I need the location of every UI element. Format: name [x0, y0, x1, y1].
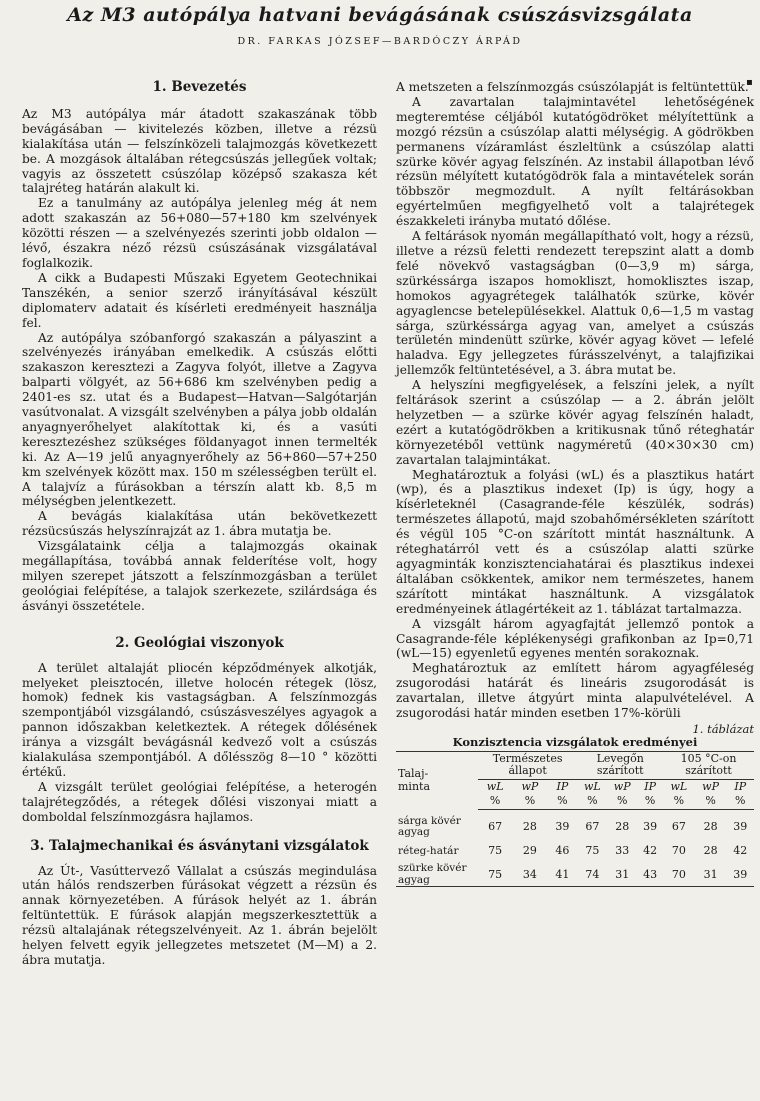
table-unit: %: [547, 794, 577, 809]
table-cell: 70: [671, 867, 686, 881]
paragraph: Vizsgálataink célja a talajmozgás okainak megállapítása, továbbá annak felderítése volt, hogy milyen szerepet játszott a felszínmozgásban a terület geológiai felépítése, a talajok szerkezete, szilárdsága és ásványi összetétele.: [22, 539, 377, 613]
table-row: [396, 863, 754, 887]
paragraph: A helyszíni megfigyelések, a felszíni jelek, a nyílt feltárások szerint a csúszólap — a 2. ábrán jelölt helyzetben — a szürke kövér agyag felszínén haladt, ezért a kutatógödrökben a kritikusnak tűnő réteghatár környezetéből vettünk nagyméretű (40×30×30 cm) zavartalan talajmintákat.: [396, 378, 754, 467]
table-unit: %: [695, 794, 727, 809]
table-cell: 67: [671, 820, 686, 834]
table-cell: 42: [643, 843, 658, 857]
table-cell: 39: [733, 820, 748, 834]
table-unit: %: [663, 794, 695, 809]
table-col-header: wP: [702, 779, 719, 793]
paragraph: A vizsgált három agyagfajtát jellemző pontok a Casagrande-féle képlékenységi grafikonban az Ip=0,71 (wL—15) egyenletű egyenes mentén sorakoznak.: [396, 616, 754, 661]
section-heading-intro: 1. Bevezetés: [152, 79, 247, 95]
section-heading-soil-mechanics: 3. Talajmechanikai és ásványtani vizsgálatok: [30, 837, 369, 854]
paragraph: Az M3 autópálya már átadott szakaszának több bevágásában — kivitelezés közben, illetve a rézsü kialakítása után — felszínközeli talajmozgás következett be. A mozgások általában rétegcsúszás jellegűek voltak; vagyis az összetett csúszólap középső szakasza két talajréteg határán alakult ki.: [22, 106, 377, 196]
table-row-header: Talaj- minta: [398, 767, 431, 793]
table-group-header: Természetes állapot: [478, 751, 578, 779]
table-title: Konzisztencia vizsgálatok eredményei: [452, 734, 698, 749]
table-cell: 33: [615, 843, 630, 857]
table-col-header: wP: [613, 779, 631, 793]
table-group-header: Levegőn szárított: [577, 751, 663, 779]
margin-mark: ▪: [746, 77, 753, 88]
table-group-header: 105 °C-on szárított: [663, 751, 754, 779]
article-title: Az M3 autópálya hatvani bevágásának csúszásvizsgálata: [67, 4, 693, 26]
table-cell: 42: [733, 843, 748, 857]
table-cell: 39: [643, 820, 658, 834]
table-unit: %: [513, 794, 548, 809]
table-cell: 75: [488, 867, 503, 881]
table-cell: 28: [703, 843, 718, 857]
table-cell: 29: [522, 843, 537, 857]
section-heading-geology: 2. Geológiai viszonyok: [115, 634, 284, 651]
table-col-header: wP: [521, 779, 539, 793]
table-col-header: wL: [670, 779, 688, 793]
table-cell: 39: [555, 820, 570, 834]
table-cell: 28: [522, 820, 537, 834]
table-col-header: wL: [486, 779, 504, 793]
table-cell: 39: [733, 867, 748, 881]
paragraph: A terület altalaját pliocén képződmények alkotják, melyeket pleisztocén, illetve holocén rétegek (lösz, homok) fednek kis vastagságban. A felszínmozgás szempontjából vizsgálandó, csúszásveszélyes agyagok a pannon időszakban keletkeztek. A rétegek dőlésének iránya a vizsgált bevágásnál kedvező volt a csúszás kialakulása szempontjából. A dőlésszög 8—10 ° közötti értékű.: [22, 660, 377, 779]
table-col-header: IP: [556, 779, 569, 793]
table-cell: 46: [555, 843, 570, 857]
table-cell: 75: [585, 843, 600, 857]
consistency-table: [396, 751, 754, 888]
paragraph: Meghatároztuk a folyási (wL) és a plasztikus határt (wp), és a plasztikus indexet (Ip) is úgy, hogy a kísérleteknél (Casagrande-féle készülék, sodrás) természetes állapotú, majd szobahőmérsékleten szárított és végül 105 °C-on szárított mintát használtunk. A réteghatárról vett és a csúszólap alatti szürke agyagminták konzisztenciahatárai és plasztikus indexei általában csökkentek, amikor nem természetes, hanem szárított mintákat használtunk. A vizsgálatok eredményeinek átlagértékeit az 1. táblázat tartalmazza.: [396, 467, 754, 616]
table-cell: 31: [703, 867, 718, 881]
table-unit: %: [607, 794, 637, 809]
article-authors: DR. FARKAS JÓZSEF—BARDÓCZY ÁRPÁD: [237, 36, 523, 47]
table-col-header: wL: [583, 779, 601, 793]
paragraph: Az Út-, Vasúttervező Vállalat a csúszás megindulása után hálós rendszerben fúrásokat végzett a rézsün és annak környezetében. A fúrások helyét az 1. ábrán feltüntettük. E fúrások alapján megszerkesztettük a rézsü altalajának rétegszelvényeit. Az 1. ábrán bejelölt helyen felvett egyik jellegzetes metszetet (M—M) a 2. ábra mutatja.: [22, 863, 377, 967]
table-unit: %: [637, 794, 663, 809]
table-row-name: szürke kövér agyag: [398, 862, 467, 886]
table-cell: 67: [585, 820, 600, 834]
right-column: [396, 80, 754, 887]
paragraph: A metszeten a felszínmozgás csúszólapját is feltüntettük.: [396, 80, 749, 94]
table-cell: 74: [585, 867, 600, 881]
table-cell: 28: [615, 820, 630, 834]
table-cell: 43: [643, 867, 658, 881]
paragraph: Ez a tanulmány az autópálya jelenleg még át nem adott szakaszán az 56+080—57+180 km szelvények közötti részen — a szelvényezés szerinti jobb oldalon — lévő, északra néző rézsü csúszásának vizsgálatával foglalkozik.: [22, 196, 377, 270]
table-unit: %: [478, 794, 513, 809]
table-cell: 31: [615, 867, 630, 881]
table-unit: %: [726, 794, 754, 809]
table-cell: 28: [703, 820, 718, 834]
table-row-name: sárga kövér agyag: [398, 814, 461, 839]
table-cell: 34: [522, 867, 537, 881]
table-unit: %: [577, 794, 607, 809]
paragraph: A zavartalan talajmintavétel lehetőségének megteremtése céljából kutatógödröket mélyítettünk a mozgó rézsün a csúszólap alatti mélységig. A gödrökben permanens vízáramlást észleltünk a csúszólap alatti szürke kövér agyag felszínén. Az instabil állapotban lévő rézsün mélyített kutatógödrök fala a mintavételek során többször megmozdult. A nyílt feltárásokban egyértelműen megfigyelhető volt a talajrétegek északkeleti irányba mutató dőlése.: [396, 94, 754, 229]
table-cell: 70: [671, 843, 686, 857]
paragraph: Az autópálya szóbanforgó szakaszán a pályaszint a szelvényezés irányában emelkedik. A csúszás előtti szakaszon keresztezi a Zagyva folyót, illetve a Zagyva balparti völgyét, az 56+686 km szelvényben pedig a 2401-es sz. utat és a Budapest—Hatvan—Salgótarján vasútvonalat. A vizsgált szelvényben a pálya jobb oldalán anyagnyerőhelyet alakítottak ki, és a vasúti keresztezéshez szükséges földanyagot innen termelték ki. Az A—19 jelű anyagnyerőhely az 56+860—57+250 km szelvények között max. 150 m szélességben terült el. A talajvíz a fúrásokban a térszín alatt kb. 8,5 m mélységben jelentkezett.: [22, 330, 377, 509]
table-cell: 41: [555, 867, 570, 881]
table-label: 1. táblázat: [692, 721, 754, 736]
table-row: [396, 816, 754, 839]
paragraph: A cikk a Budapesti Műszaki Egyetem Geotechnikai Tanszékén, a senior szerző irányításával készült diplomaterv adatait és kísérleti eredményeit használja fel.: [22, 270, 377, 330]
left-column: [22, 80, 377, 968]
paragraph: A feltárások nyomán megállapítható volt, hogy a rézsü, illetve a rézsü feletti rendezett terepszint alatt a domb felé növekvő vastagságban (0—3,9 m) sárga, szürkéssárga iszapos homokliszt, homoklisztes iszap, homokos agyagrétegek találhatók szürke, kövér agyaglencse betelepülésekkel. Alattuk 0,6—1,5 m vastag sárga, szürkéssárga agyag van, amelyet a csúszás területén mindenütt szürke, kövér agyag követ — lefelé haladva. Egy jellegzetes fúrásszelvényt, a talajfizikai jellemzők feltüntetésével, a 3. ábra mutat be.: [396, 229, 754, 378]
paragraph: A bevágás kialakítása után bekövetkezett rézsücsúszás helyszínrajzát az 1. ábra mutatja be.: [22, 509, 377, 539]
table-col-header: IP: [644, 779, 656, 793]
table-row: [396, 845, 754, 858]
table-col-header: IP: [734, 779, 747, 793]
table-cell: 67: [488, 820, 503, 834]
paragraph: A vizsgált terület geológiai felépítése, a heterogén talajrétegződés, a rétegek dőlési viszonyai miatt a domboldal felszínmozgásra hajlamos.: [22, 779, 377, 824]
table-cell: 75: [488, 843, 503, 857]
paragraph: Meghatároztuk az említett három agyagféleség zsugorodási határát és lineáris zsugorodását is zavartalan, illetve átgyúrt minta alapulvételével. A zsugorodási határ minden esetben 17%-körüli: [396, 661, 754, 721]
table-row-name: réteg-határ: [398, 844, 459, 857]
